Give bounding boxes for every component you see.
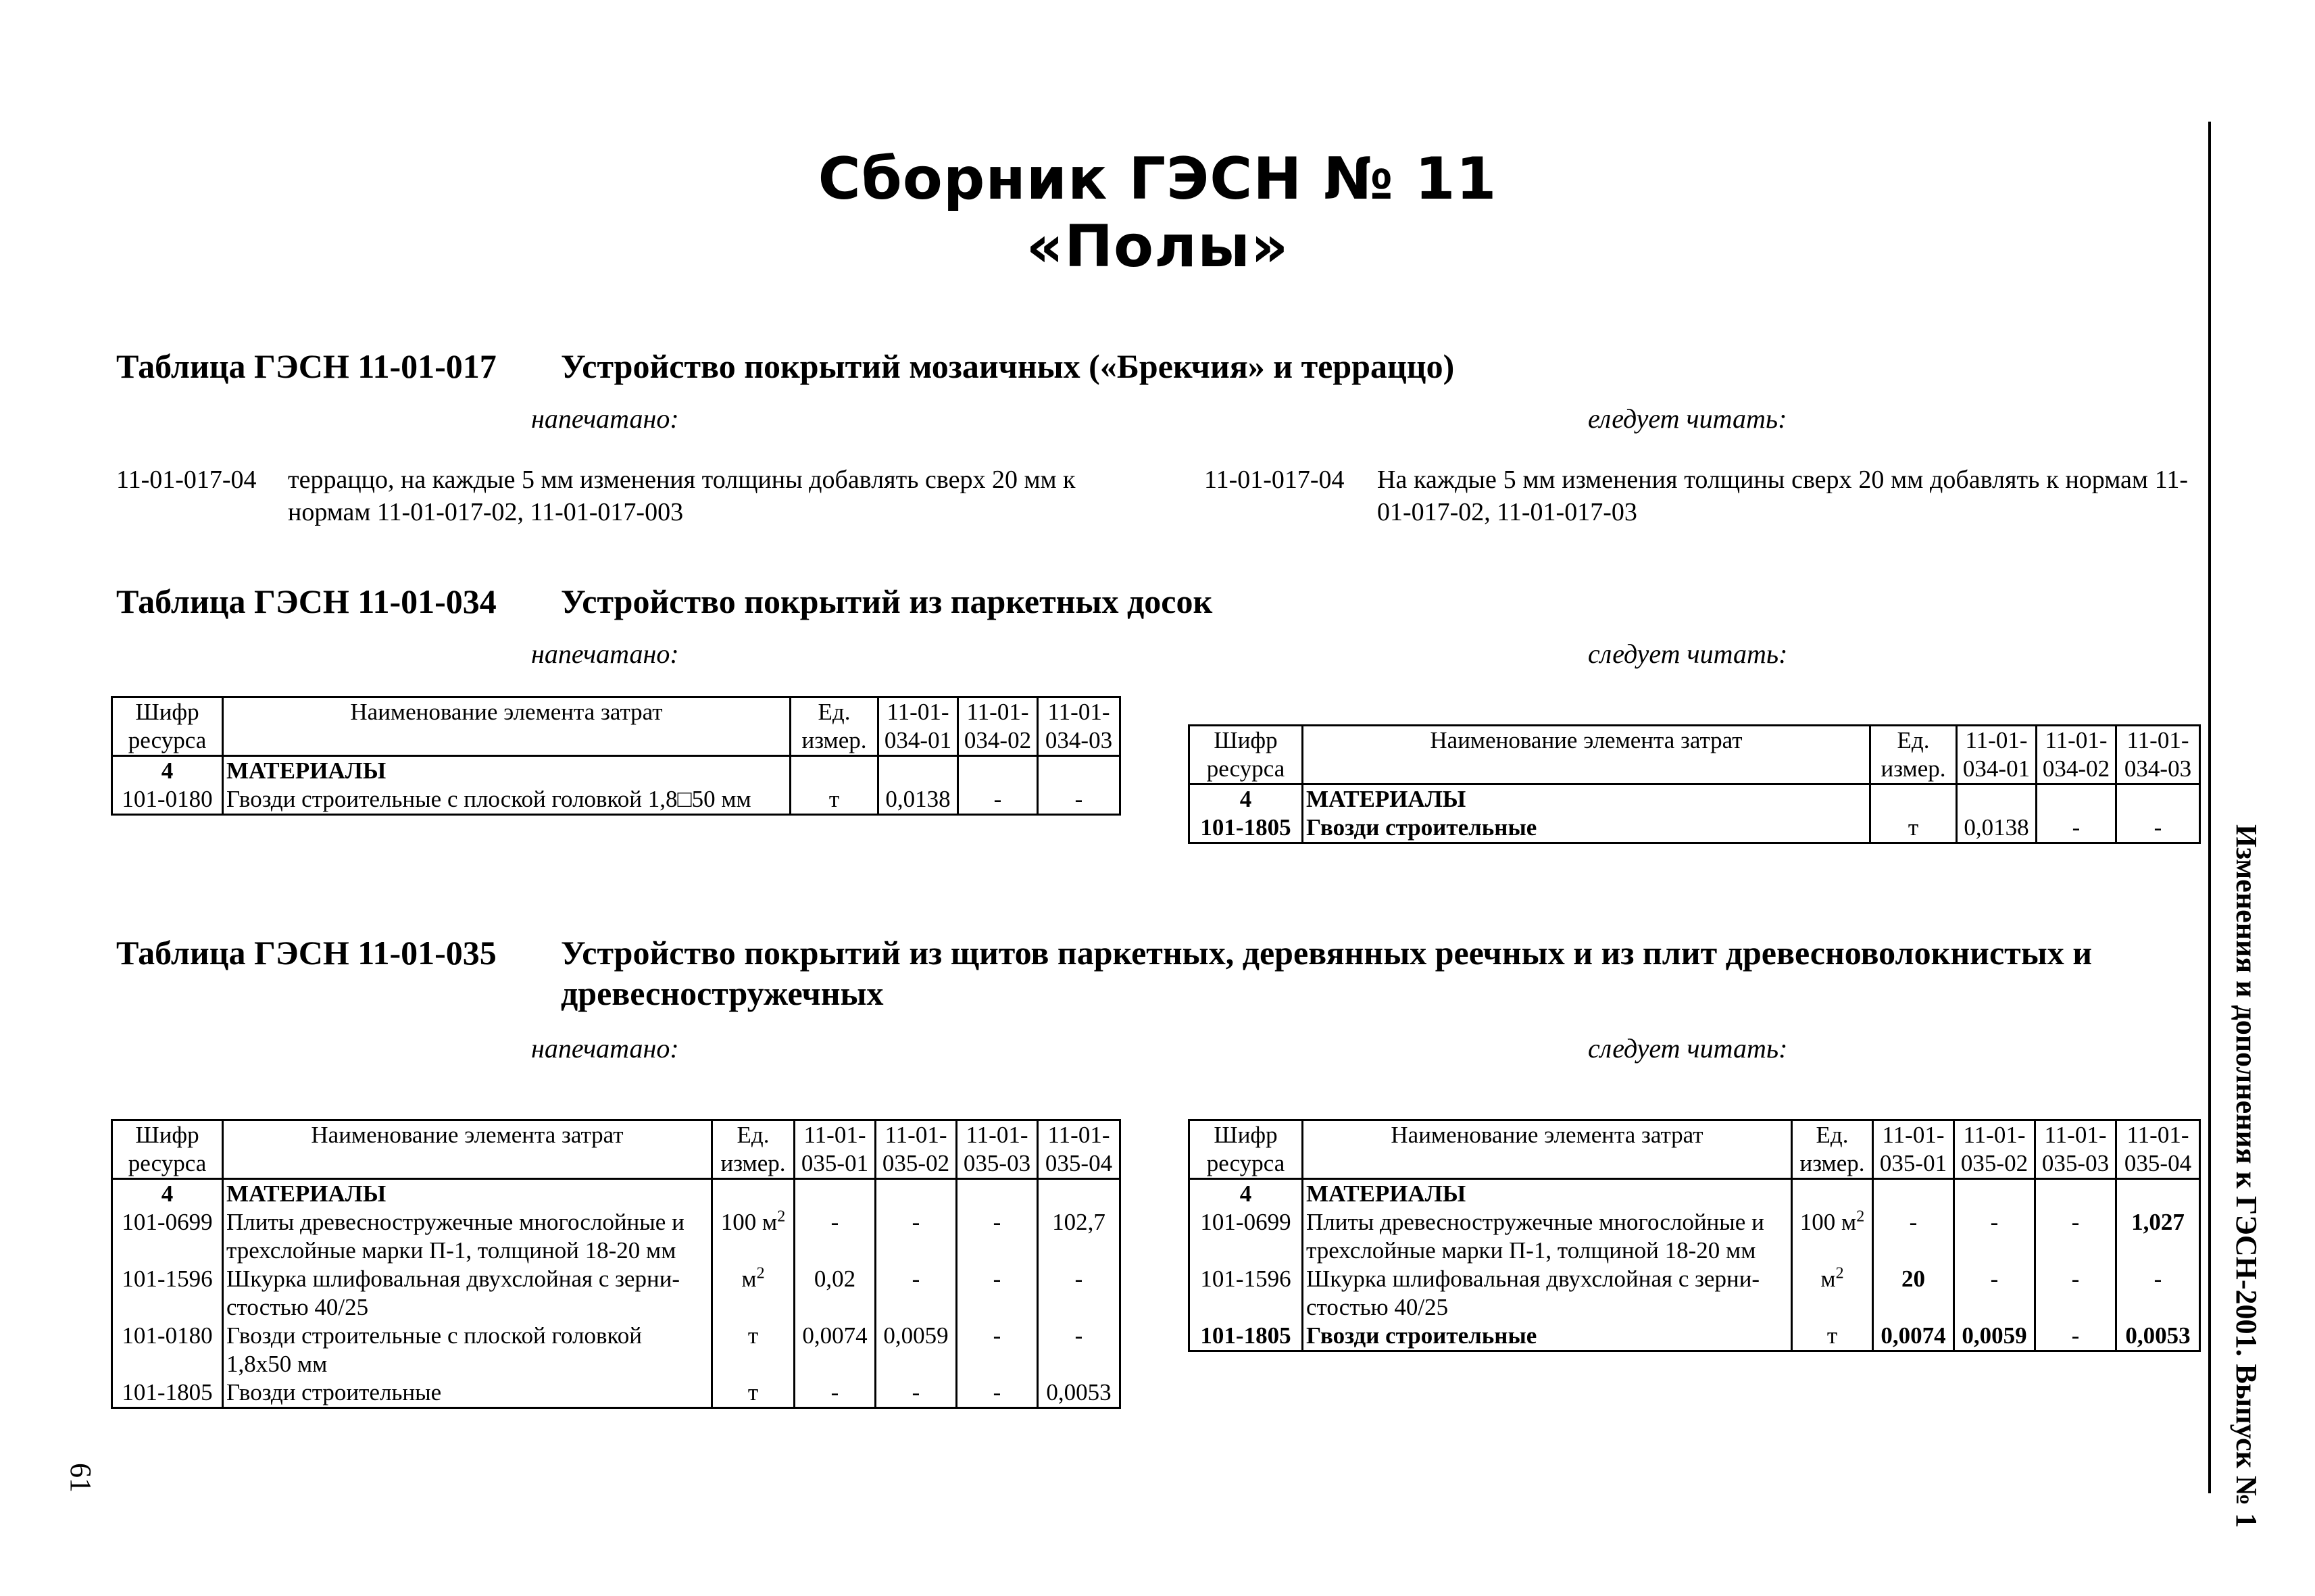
table-cell: 101-1805: [1189, 1322, 1303, 1351]
table-cell: -: [1954, 1208, 2035, 1265]
table-cell: 4: [1189, 1179, 1303, 1209]
table-header-row: [1189, 726, 2200, 784]
table-cell: 101-0180: [112, 785, 223, 815]
table-cell: Шкурка шлифовальная двухслойная с зерни-стостью 40/25: [1303, 1265, 1792, 1322]
table-row: [112, 1378, 1120, 1408]
table-cell: [1792, 1179, 1873, 1209]
unit-superscript: 2: [777, 1208, 786, 1226]
table-cell: -: [1038, 785, 1120, 815]
cell-text: 11-01-: [966, 699, 1029, 725]
table-cell: [1792, 1208, 1873, 1265]
table-row: [112, 1265, 1120, 1322]
table-cell: [2037, 726, 2116, 784]
table-cell: 101-1805: [112, 1378, 223, 1408]
corrected-text-017: На каждые 5 мм изменения толщины сверх 20 мм добавлять к нормам 11-01-017-02, 11-01-017-03: [1377, 466, 2188, 526]
cell-text: измер.: [801, 727, 867, 753]
table-cell: 101-1805: [1189, 814, 1303, 843]
table-cell: [1873, 1179, 1954, 1209]
table-cell: 101-1596: [1189, 1265, 1303, 1322]
header-col-2: [958, 697, 1038, 756]
printed-label-035: напечатано:: [531, 1033, 679, 1064]
header-unit: [791, 697, 878, 756]
corrected-correction-017: [1204, 464, 2191, 531]
table-header-row: [1189, 1120, 2200, 1179]
cell-text: Ед.: [737, 1122, 770, 1148]
cell-text: 11-01-: [1882, 1122, 1945, 1148]
cell-text: 034-02: [2042, 755, 2110, 782]
unit-superscript: 2: [1835, 1265, 1844, 1282]
table-cell: Плиты древесностружечные многослойные и трехслойные марки П-1, толщиной 18-20 мм: [1303, 1208, 1792, 1265]
table-cell: 0,0074: [795, 1322, 876, 1378]
cell-text: 035-03: [963, 1150, 1031, 1176]
table-cell: [712, 1179, 795, 1209]
section-017-title: Устройство покрытий мозаичных («Брекчия» и терраццо): [561, 347, 1455, 385]
table-row: [112, 1179, 1120, 1209]
table-cell: Гвозди строительные: [223, 1378, 712, 1408]
table-cell: [1189, 1120, 1303, 1179]
table-cell: 101-0180: [112, 1322, 223, 1378]
cell-text: ресурса: [1206, 1150, 1285, 1176]
table-cell: -: [2035, 1322, 2116, 1351]
table-cell: 4: [1189, 784, 1303, 814]
printed-text-017: терраццо, на каждые 5 мм изменения толщины добавлять сверх 20 мм к нормам 11-01-017-02, 11-01-017-003: [288, 466, 1076, 526]
cell-text: 035-03: [2041, 1150, 2110, 1176]
table-cell: Плиты древесностружечные многослойные и трехслойные марки П-1, толщиной 18-20 мм: [223, 1208, 712, 1265]
table-cell: [712, 1120, 795, 1179]
table-cell: [1957, 726, 2037, 784]
cell-text: 11-01-: [803, 1122, 866, 1148]
cell-text: 11-01-: [1963, 1122, 2026, 1148]
table-cell: -: [957, 1208, 1038, 1265]
table-header-row: [112, 697, 1120, 756]
page-number: 61: [64, 1463, 97, 1493]
section-035-title: Устройство покрытий из щитов паркетных, деревянных реечных и из плит древесноволокнистых и древесностружечных: [561, 934, 2093, 1012]
cell-text: измер.: [1799, 1150, 1865, 1176]
table-cell: -: [2116, 814, 2200, 843]
cell-text: 034-03: [1045, 727, 1113, 753]
cell-text: 034-01: [884, 727, 952, 753]
table-cell: -: [1873, 1208, 1954, 1265]
table-034-corrected: [1188, 724, 2201, 844]
table-row: [112, 756, 1120, 786]
table-cell: [878, 756, 958, 786]
table-cell: [2037, 784, 2116, 814]
table-cell: [2116, 1179, 2200, 1209]
table-cell: -: [957, 1322, 1038, 1378]
table-cell: МАТЕРИАЛЫ: [223, 756, 791, 786]
cell-text: 11-01-: [1047, 699, 1110, 725]
table-cell: -: [2037, 814, 2116, 843]
cell-text: ресурса: [1206, 755, 1285, 782]
cell-text: Ед.: [1897, 727, 1930, 753]
table-cell: -: [958, 785, 1038, 815]
cell-text: Ед.: [1816, 1122, 1849, 1148]
table-cell: 0,02: [795, 1265, 876, 1322]
table-cell: 4: [112, 756, 223, 786]
cell-text: ресурса: [128, 1150, 207, 1176]
table-cell: -: [2035, 1208, 2116, 1265]
header-col-1: [878, 697, 958, 756]
table-cell: 101-1596: [112, 1265, 223, 1322]
table-cell: [2116, 1120, 2200, 1179]
cell-text: 034-01: [1962, 755, 2031, 782]
cell-text: 034-02: [964, 727, 1032, 753]
table-cell: Гвозди строительные: [1303, 1322, 1792, 1351]
table-cell: [2116, 726, 2200, 784]
cell-text: 035-04: [1045, 1150, 1113, 1176]
should-read-label-017: еледует читать:: [1588, 403, 1787, 434]
table-cell: [957, 1179, 1038, 1209]
cell-text: Шифр: [1214, 1122, 1278, 1148]
table-row: [112, 1322, 1120, 1378]
cell-text: Шифр: [135, 1122, 199, 1148]
table-cell: [876, 1179, 957, 1209]
table-034-printed: [111, 696, 1121, 816]
table-cell: [1870, 784, 1957, 814]
printed-correction-017: [116, 464, 1116, 531]
title-line-2: «Полы»: [1026, 213, 1289, 280]
table-cell: [712, 1208, 795, 1265]
section-035-label: Таблица ГЭСН 11-01-035: [116, 934, 497, 972]
table-cell: 0,0053: [2116, 1322, 2200, 1351]
table-cell: -: [795, 1208, 876, 1265]
table-cell: -: [2116, 1265, 2200, 1322]
table-cell: т: [1792, 1322, 1873, 1351]
cell-text: 11-01-: [2044, 1122, 2107, 1148]
table-row: [1189, 784, 2200, 814]
table-cell: 0,0138: [878, 785, 958, 815]
table-row: [1189, 814, 2200, 843]
table-cell: -: [795, 1378, 876, 1408]
table-row: [1189, 1179, 2200, 1209]
cell-text: 035-01: [801, 1150, 869, 1176]
table-cell: [1792, 1120, 1873, 1179]
title-line-1: Сборник ГЭСН № 11: [818, 145, 1497, 213]
cell-text: 035-02: [1960, 1150, 2028, 1176]
table-row: [1189, 1265, 2200, 1322]
printed-code-017: 11-01-017-04: [116, 466, 257, 494]
should-read-label-034: следует читать:: [1588, 639, 1788, 669]
table-cell: 101-0699: [1189, 1208, 1303, 1265]
unit-superscript: 2: [1856, 1208, 1865, 1226]
table-cell: т: [712, 1378, 795, 1408]
cell-text: 11-01-: [887, 699, 949, 725]
section-034-title: Устройство покрытий из паркетных досок: [561, 582, 1213, 620]
cell-text: м: [1820, 1266, 1836, 1292]
cell-text: Шифр: [1214, 727, 1278, 753]
table-row: [1189, 1322, 2200, 1351]
cell-text: 11-01-: [2045, 727, 2108, 753]
table-cell: [957, 1120, 1038, 1179]
table-cell: [1038, 1120, 1120, 1179]
printed-label-017: напечатано:: [531, 403, 679, 434]
table-cell: [795, 1179, 876, 1209]
table-cell: 0,0059: [1954, 1322, 2035, 1351]
table-cell: т: [791, 785, 878, 815]
table-cell: [1870, 726, 1957, 784]
table-cell: [112, 1120, 223, 1179]
table-cell: 20: [1873, 1265, 1954, 1322]
cell-text: 035-02: [882, 1150, 950, 1176]
table-cell: [876, 1120, 957, 1179]
unit-superscript: 2: [756, 1265, 765, 1282]
section-034-label: Таблица ГЭСН 11-01-034: [116, 582, 497, 620]
table-cell: МАТЕРИАЛЫ: [223, 1179, 712, 1209]
cell-text: 11-01-: [885, 1122, 947, 1148]
table-cell: 101-0699: [112, 1208, 223, 1265]
header-code: [112, 697, 223, 756]
table-cell: -: [876, 1208, 957, 1265]
cell-text: ресурса: [128, 727, 207, 753]
cell-text: 035-01: [1879, 1150, 1947, 1176]
table-cell: 0,0138: [1957, 814, 2037, 843]
table-cell: [1038, 756, 1120, 786]
cell-text: 100 м: [1799, 1209, 1857, 1235]
section-017-label: Таблица ГЭСН 11-01-017: [116, 347, 497, 385]
header-name: Наименование элемента затрат: [223, 697, 791, 756]
table-cell: [1189, 726, 1303, 784]
table-cell: [2035, 1120, 2116, 1179]
table-cell: МАТЕРИАЛЫ: [1303, 1179, 1792, 1209]
table-cell: [1792, 1265, 1873, 1322]
table-cell: -: [1038, 1322, 1120, 1378]
cell-text: измер.: [1881, 755, 1946, 782]
cell-text: 11-01-: [2126, 1122, 2189, 1148]
table-cell: -: [957, 1265, 1038, 1322]
cell-text: 11-01-: [1047, 1122, 1110, 1148]
table-cell: [1873, 1120, 1954, 1179]
table-cell: Гвозди строительные с плоской головкой 1,8□50 мм: [223, 785, 791, 815]
cell-text: Шифр: [135, 699, 199, 725]
table-cell: 0,0074: [1873, 1322, 1954, 1351]
table-cell: т: [1870, 814, 1957, 843]
right-border-line: [2208, 122, 2211, 1493]
page-title: [0, 145, 2315, 280]
table-cell: МАТЕРИАЛЫ: [1303, 784, 1870, 814]
table-cell: т: [712, 1322, 795, 1378]
cell-text: 11-01-: [966, 1122, 1028, 1148]
table-cell: [2035, 1179, 2116, 1209]
cell-text: измер.: [720, 1150, 786, 1176]
table-cell: -: [2035, 1265, 2116, 1322]
table-cell: -: [876, 1378, 957, 1408]
table-cell: [1957, 784, 2037, 814]
table-cell: Гвозди строительные: [1303, 814, 1870, 843]
table-cell: Наименование элемента затрат: [1303, 726, 1870, 784]
cell-text: 035-04: [2124, 1150, 2192, 1176]
table-cell: -: [876, 1265, 957, 1322]
table-cell: 0,0059: [876, 1322, 957, 1378]
table-035-printed: [111, 1119, 1121, 1409]
table-cell: [712, 1265, 795, 1322]
table-cell: [1954, 1179, 2035, 1209]
table-cell: Шкурка шлифовальная двухслойная с зерни-стостью 40/25: [223, 1265, 712, 1322]
should-read-label-035: следует читать:: [1588, 1033, 1788, 1064]
table-035-corrected: [1188, 1119, 2201, 1352]
printed-label-034: напечатано:: [531, 639, 679, 669]
cell-text: м: [741, 1266, 757, 1292]
header-col-3: [1038, 697, 1120, 756]
cell-text: 11-01-: [1965, 727, 2028, 753]
table-cell: Гвозди строительные с плоской головкой 1,8x50 мм: [223, 1322, 712, 1378]
corrected-code-017: 11-01-017-04: [1204, 466, 1345, 494]
table-cell: [2116, 784, 2200, 814]
table-row: [112, 785, 1120, 815]
table-cell: [1954, 1120, 2035, 1179]
table-cell: [791, 756, 878, 786]
table-header-row: [112, 1120, 1120, 1179]
cell-text: 034-03: [2124, 755, 2192, 782]
side-caption: Изменения и дополнения к ГЭСН-2001. Выпуск № 1: [2230, 824, 2263, 1528]
table-cell: 102,7: [1038, 1208, 1120, 1265]
table-cell: [795, 1120, 876, 1179]
table-cell: 0,0053: [1038, 1378, 1120, 1408]
cell-text: 100 м: [720, 1209, 778, 1235]
table-cell: [1038, 1179, 1120, 1209]
table-row: [112, 1208, 1120, 1265]
table-cell: -: [1038, 1265, 1120, 1322]
table-cell: 4: [112, 1179, 223, 1209]
table-row: [1189, 1208, 2200, 1265]
table-cell: -: [957, 1378, 1038, 1408]
table-cell: -: [1954, 1265, 2035, 1322]
table-cell: Наименование элемента затрат: [223, 1120, 712, 1179]
table-cell: [958, 756, 1038, 786]
cell-text: 11-01-: [2126, 727, 2189, 753]
table-cell: 1,027: [2116, 1208, 2200, 1265]
table-cell: Наименование элемента затрат: [1303, 1120, 1792, 1179]
cell-text: Ед.: [818, 699, 851, 725]
